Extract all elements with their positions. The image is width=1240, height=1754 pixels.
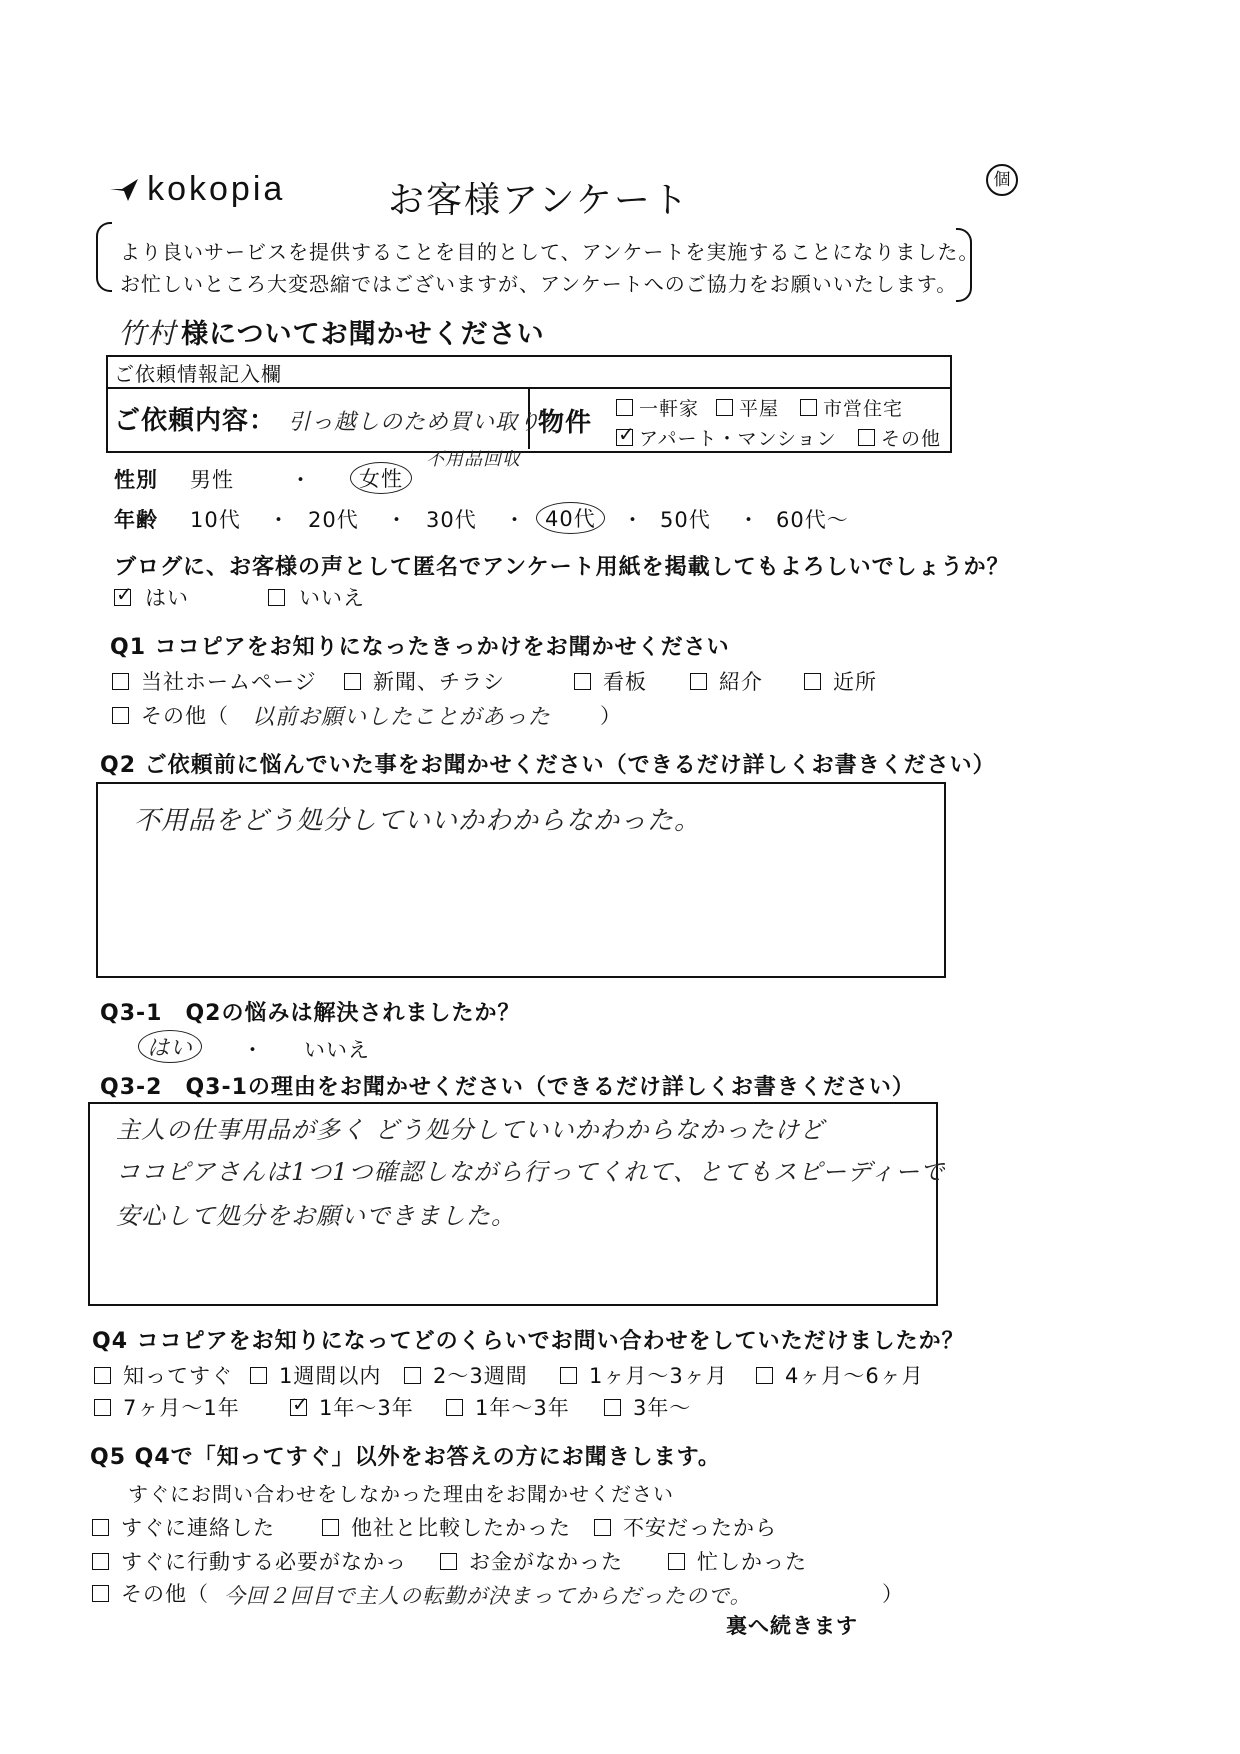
q4-option-3years-plus[interactable]: 3年～ xyxy=(604,1392,691,1422)
request-content-label: ご依頼内容： xyxy=(114,406,277,436)
blog-no[interactable]: いいえ xyxy=(268,582,365,612)
gender-dot: ・ xyxy=(290,468,312,492)
property-option-other: その他 xyxy=(858,424,941,451)
gender-option-female-selected[interactable]: 女性 xyxy=(350,462,412,494)
logo-text: kokopia xyxy=(147,170,286,208)
property-option-ikkenya: 一軒家 xyxy=(616,394,699,421)
q1-checkbox[interactable] xyxy=(574,673,591,690)
q4-checkbox[interactable] xyxy=(756,1367,773,1384)
q4-checkbox[interactable] xyxy=(94,1367,111,1384)
intro-bracket-left xyxy=(96,222,112,292)
q2-answer: 不用品をどう処分していいかわからなかった。 xyxy=(134,806,702,836)
q5-checkbox[interactable] xyxy=(440,1553,457,1570)
q5-option-no-money[interactable]: お金がなかった xyxy=(440,1546,623,1576)
q5-checkbox[interactable] xyxy=(92,1585,109,1602)
q4-checkbox[interactable] xyxy=(250,1367,267,1384)
logo-mark-icon xyxy=(108,177,142,203)
q5-checkbox[interactable] xyxy=(668,1553,685,1570)
age-option-40-selected[interactable]: 40代 xyxy=(536,502,605,534)
q5-option-contacted[interactable]: すぐに連絡した xyxy=(92,1512,275,1542)
q5-other-value: 今回２回目で主人の転勤が決まってからだったので。 xyxy=(224,1584,752,1608)
q1-option-neighborhood[interactable]: 近所 xyxy=(804,666,877,696)
q5-checkbox[interactable] xyxy=(594,1519,611,1536)
blog-yes[interactable]: ✓はい xyxy=(114,582,189,612)
request-content-note: 不用品回収 xyxy=(426,449,521,470)
property-checkbox[interactable] xyxy=(616,399,633,416)
q5-option-compare[interactable]: 他社と比較したかった xyxy=(322,1512,571,1542)
q4-option-1week[interactable]: 1週間以内 xyxy=(250,1360,381,1390)
q1-other-value: 以前お願いしたことがあった xyxy=(252,705,551,730)
q1-question: Q1 ココピアをお知りになったきっかけをお聞かせください xyxy=(110,635,730,660)
q4-checkbox[interactable] xyxy=(560,1367,577,1384)
q4-option-7months-1year[interactable]: 7ヶ月～1年 xyxy=(94,1392,240,1422)
page-title: お客様アンケート xyxy=(388,180,690,221)
q4-option-4-6months[interactable]: 4ヶ月～6ヶ月 xyxy=(756,1360,924,1390)
blog-no-checkbox[interactable] xyxy=(268,589,285,606)
q5-option-anxious[interactable]: 不安だったから xyxy=(594,1512,777,1542)
q3-2-answer-line-3: 安心して処分をお願いできました。 xyxy=(116,1202,516,1230)
property-label: 物件 xyxy=(538,408,593,438)
q5-option-no-need[interactable]: すぐに行動する必要がなかっ xyxy=(92,1546,407,1576)
customer-name: 竹村 xyxy=(118,317,177,350)
age-dot: ・ xyxy=(738,508,760,532)
q4-checkbox[interactable] xyxy=(94,1399,111,1416)
customer-heading xyxy=(118,312,545,352)
q4-option-1-3years-checked[interactable]: ✓ 1年～3年 xyxy=(290,1392,414,1422)
q1-option-other[interactable]: その他（ xyxy=(112,700,229,730)
q4-checkbox[interactable] xyxy=(446,1399,463,1416)
q3-1-dot: ・ xyxy=(242,1038,264,1062)
request-table-caption: ご依頼情報記入欄 xyxy=(114,362,282,386)
property-option-apartment: ✓アパート・マンション xyxy=(616,424,837,451)
age-option-50[interactable]: 50代 xyxy=(660,508,711,532)
continue-note: 裏へ続きます xyxy=(726,1614,858,1638)
intro-line-2: お忙しいところ大変恐縮ではございますが、アンケートへのご協力をお願いいたします。 xyxy=(120,272,958,296)
age-option-10[interactable]: 10代 xyxy=(190,508,241,532)
q1-checkbox[interactable] xyxy=(344,673,361,690)
q1-option-referral[interactable]: 紹介 xyxy=(690,666,763,696)
blog-question: ブログに、お客様の声として匿名でアンケート用紙を掲載してもよろしいでしょうか？ xyxy=(114,555,1010,580)
age-dot: ・ xyxy=(268,508,290,532)
q3-1-question: Q3-1 Q2の悩みは解決されましたか？ xyxy=(100,1001,521,1026)
gender-option-male[interactable]: 男性 xyxy=(190,468,234,492)
age-option-60[interactable]: 60代～ xyxy=(776,508,849,532)
blog-yes-checkbox-checked[interactable] xyxy=(114,589,131,606)
q4-checkbox[interactable] xyxy=(404,1367,421,1384)
q4-option-2-3weeks[interactable]: 2～3週間 xyxy=(404,1360,528,1390)
age-dot: ・ xyxy=(622,508,644,532)
q4-checkbox[interactable] xyxy=(604,1399,621,1416)
q5-checkbox[interactable] xyxy=(322,1519,339,1536)
q3-1-yes-selected[interactable]: はい xyxy=(138,1030,202,1063)
property-checkbox-checked[interactable] xyxy=(616,429,633,446)
q5-option-busy[interactable]: 忙しかった xyxy=(668,1546,807,1576)
age-dot: ・ xyxy=(504,508,526,532)
property-checkbox[interactable] xyxy=(858,429,875,446)
q4-question: Q4 ココピアをお知りになってどのくらいでお問い合わせをしていただけましたか？ xyxy=(92,1329,965,1354)
q1-option-signboard[interactable]: 看板 xyxy=(574,666,647,696)
intro-line-1: より良いサービスを提供することを目的として、アンケートを実施することになりました。 xyxy=(120,240,980,264)
property-checkbox[interactable] xyxy=(800,399,817,416)
q3-2-answer-line-1: 主人の仕事用品が多く どう処分していいかわからなかったけど xyxy=(116,1116,825,1144)
q4-option-immediately[interactable]: 知ってすぐ xyxy=(94,1360,233,1390)
property-option-hiraya: 平屋 xyxy=(716,394,779,421)
q1-option-newspaper[interactable]: 新聞、チラシ xyxy=(344,666,505,696)
age-dot: ・ xyxy=(386,508,408,532)
q5-option-other[interactable]: その他（ xyxy=(92,1578,209,1608)
q3-2-question: Q3-2 Q3-1の理由をお聞かせください（できるだけ詳しくお書きください） xyxy=(100,1075,915,1100)
q4-option-1-3years[interactable]: 1年～3年 xyxy=(446,1392,570,1422)
q4-option-1-3months[interactable]: 1ヶ月～3ヶ月 xyxy=(560,1360,728,1390)
q1-option-homepage[interactable]: 当社ホームページ xyxy=(112,666,317,696)
q5-subquestion: すぐにお問い合わせをしなかった理由をお聞かせください xyxy=(128,1482,674,1506)
q2-question: Q2 ご依頼前に悩んでいた事をお聞かせください（できるだけ詳しくお書きください） xyxy=(100,753,996,778)
corner-mark: 個 xyxy=(986,164,1018,196)
q5-checkbox[interactable] xyxy=(92,1519,109,1536)
customer-heading-text: 様についてお聞かせください xyxy=(181,319,545,350)
q5-other-close: ） xyxy=(882,1582,904,1606)
age-option-20[interactable]: 20代 xyxy=(308,508,359,532)
property-checkbox[interactable] xyxy=(716,399,733,416)
q1-checkbox[interactable] xyxy=(112,707,129,724)
q1-checkbox[interactable] xyxy=(804,673,821,690)
request-content-value: 引っ越しのため買い取り xyxy=(288,410,542,435)
q5-checkbox[interactable] xyxy=(92,1553,109,1570)
gender-label: 性別 xyxy=(114,468,158,492)
q5-question: Q5 Q4で「知ってすぐ」以外をお答えの方にお聞きします。 xyxy=(90,1445,721,1470)
q3-2-answer-line-2: ココピアさんは1つ1つ確認しながら行ってくれて、とてもスピーディーで xyxy=(116,1158,946,1186)
age-label: 年齢 xyxy=(114,508,158,532)
logo xyxy=(108,170,285,209)
property-option-shiei: 市営住宅 xyxy=(800,394,903,421)
q1-other-close: ） xyxy=(600,704,622,728)
q4-checkbox-checked[interactable] xyxy=(290,1399,307,1416)
q1-checkbox[interactable] xyxy=(690,673,707,690)
q3-1-no[interactable]: いいえ xyxy=(304,1038,370,1062)
q1-checkbox[interactable] xyxy=(112,673,129,690)
age-option-30[interactable]: 30代 xyxy=(426,508,477,532)
